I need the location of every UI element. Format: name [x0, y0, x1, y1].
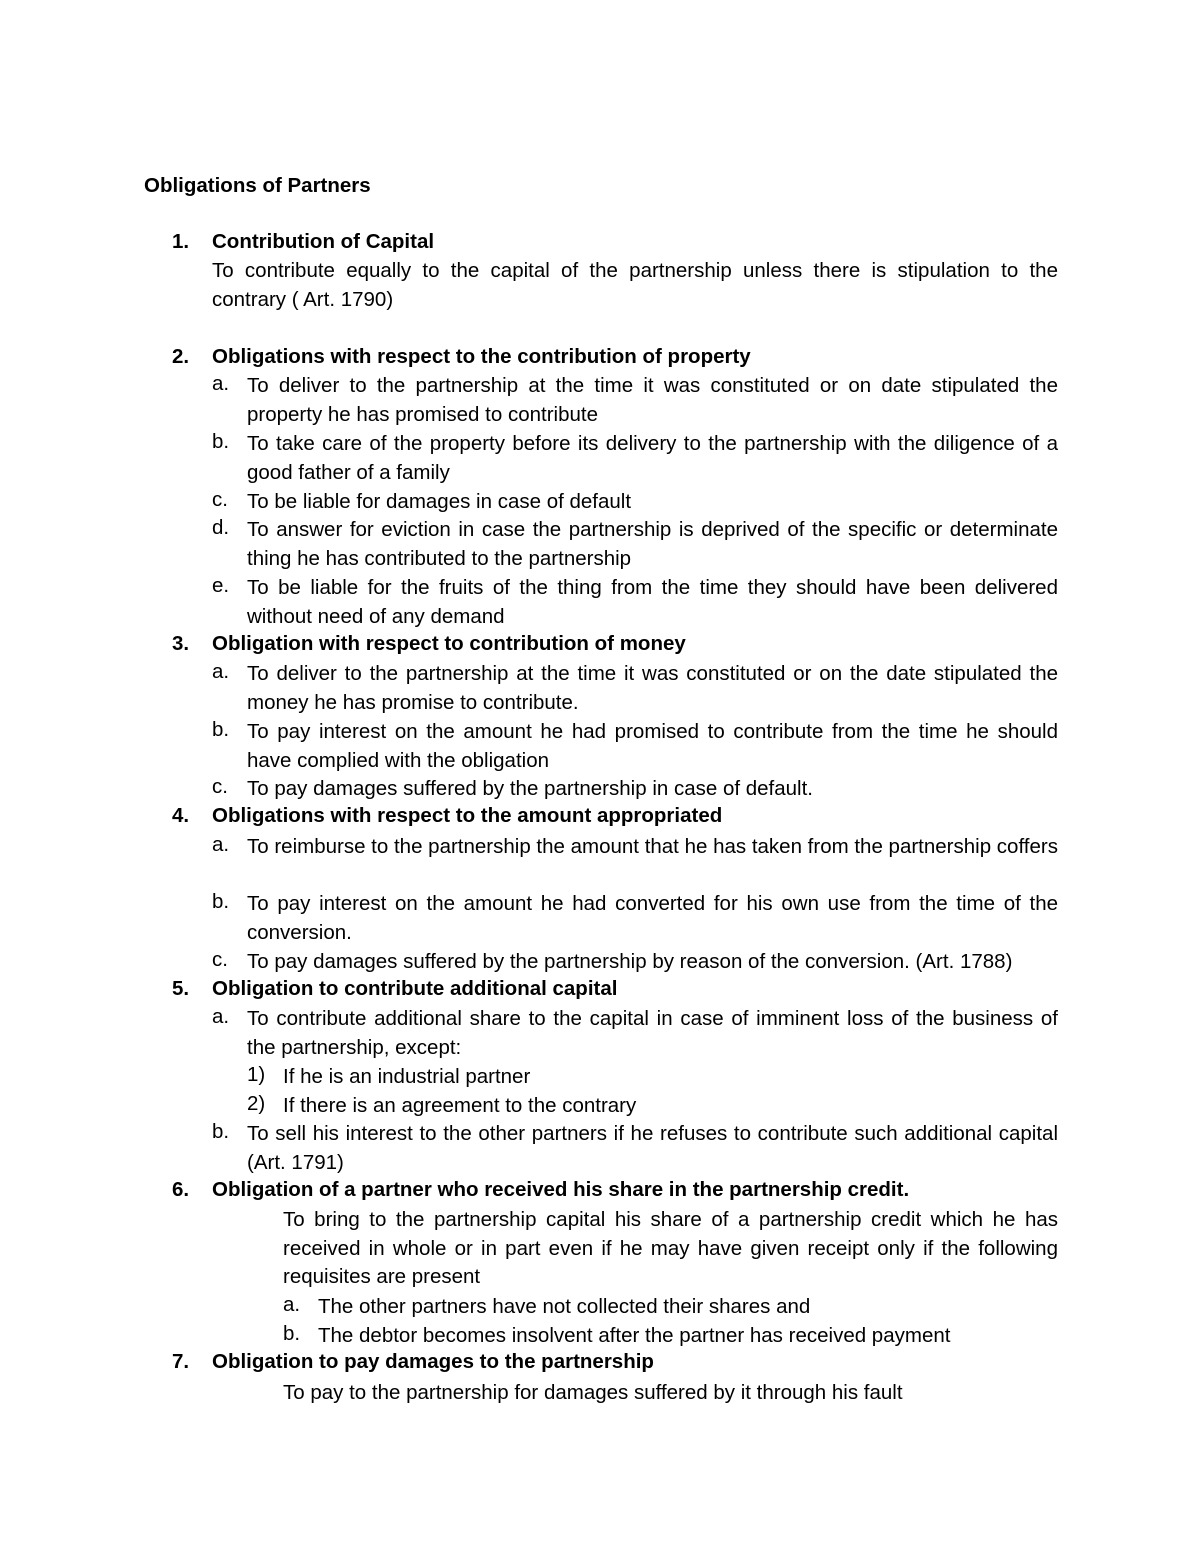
sub-item-text: To reimburse to the partnership the amount that he has taken from the partnership coffers: [247, 835, 1058, 858]
sub-item-marker: 2): [247, 1092, 266, 1115]
item-heading: Obligation of a partner who received his share in the partnership credit.: [212, 1178, 910, 1201]
item-body: To bring to the partnership capital his share of a partnership credit which he has received in whole or in part even if he may have given receipt only if the following requisites are present: [283, 1208, 1058, 1289]
item-heading: Obligations with respect to the contribution of property: [212, 345, 751, 368]
sub-item-marker: c.: [212, 488, 228, 511]
sub-item-text: To pay interest on the amount he had promised to contribute from the time he should have complied with the obligation: [247, 720, 1058, 772]
item-number: 3.: [172, 632, 190, 655]
item-heading: Obligation to contribute additional capital: [212, 977, 618, 1000]
sub-item-text: To be liable for the fruits of the thing from the time they should have been delivered without need of any demand: [247, 576, 1058, 628]
sub-item-text: To pay damages suffered by the partnership by reason of the conversion. (Art. 1788): [247, 950, 1013, 973]
sub-item-text: To pay damages suffered by the partnership in case of default.: [247, 777, 814, 800]
sub-item-marker: a.: [283, 1293, 301, 1316]
sub-item-text: To deliver to the partnership at the time it was constituted or on date stipulated the property he has promised to contribute: [247, 374, 1058, 426]
sub-item-marker: a.: [212, 372, 230, 395]
sub-item-text: To be liable for damages in case of default: [247, 490, 632, 513]
sub-item-marker: a.: [212, 660, 230, 683]
sub-item-text: To contribute additional share to the capital in case of imminent loss of the business of the partnership, except:: [247, 1007, 1058, 1059]
item-number: 2.: [172, 345, 190, 368]
item-number: 1.: [172, 230, 190, 253]
sub-item-marker: b.: [212, 890, 230, 913]
item-number: 7.: [172, 1350, 190, 1373]
item-heading: Contribution of Capital: [212, 230, 435, 253]
sub-item-marker: c.: [212, 948, 228, 971]
sub-item-text: To deliver to the partnership at the time it was constituted or on the date stipulated the money he has promise to contribute.: [247, 662, 1058, 714]
sub-item-text: To sell his interest to the other partners if he refuses to contribute such additional capital (Art. 1791): [247, 1122, 1058, 1174]
sub-item-text: To answer for eviction in case the partnership is deprived of the specific or determinate thing he has contributed to the partnership: [247, 518, 1058, 570]
sub-item-marker: d.: [212, 516, 230, 539]
sub-item-marker: b.: [283, 1322, 301, 1345]
sub-item-marker: b.: [212, 430, 230, 453]
sub-item-marker: a.: [212, 833, 230, 856]
sub-item-marker: e.: [212, 574, 230, 597]
item-heading: Obligation with respect to contribution of money: [212, 632, 686, 655]
sub-item-text: If there is an agreement to the contrary: [283, 1094, 637, 1117]
item-number: 5.: [172, 977, 190, 1000]
item-body: To contribute equally to the capital of the partnership unless there is stipulation to the contrary ( Art. 1790): [212, 259, 1058, 311]
sub-item-marker: b.: [212, 1120, 230, 1143]
item-number: 6.: [172, 1178, 190, 1201]
sub-item-text: If he is an industrial partner: [283, 1065, 531, 1088]
sub-item-marker: a.: [212, 1005, 230, 1028]
item-heading: Obligations with respect to the amount appropriated: [212, 804, 723, 827]
sub-item-text: The other partners have not collected their shares and: [318, 1295, 811, 1318]
page-title: Obligations of Partners: [144, 174, 371, 197]
sub-item-text: The debtor becomes insolvent after the partner has received payment: [318, 1324, 951, 1347]
sub-item-marker: 1): [247, 1063, 266, 1086]
sub-item-marker: c.: [212, 775, 228, 798]
item-heading: Obligation to pay damages to the partnership: [212, 1350, 654, 1373]
sub-item-text: To take care of the property before its delivery to the partnership with the diligence of a good father of a family: [247, 432, 1058, 484]
item-body: To pay to the partnership for damages suffered by it through his fault: [283, 1381, 903, 1404]
sub-item-text: To pay interest on the amount he had converted for his own use from the time of the conversion.: [247, 892, 1058, 944]
sub-item-marker: b.: [212, 718, 230, 741]
item-number: 4.: [172, 804, 190, 827]
